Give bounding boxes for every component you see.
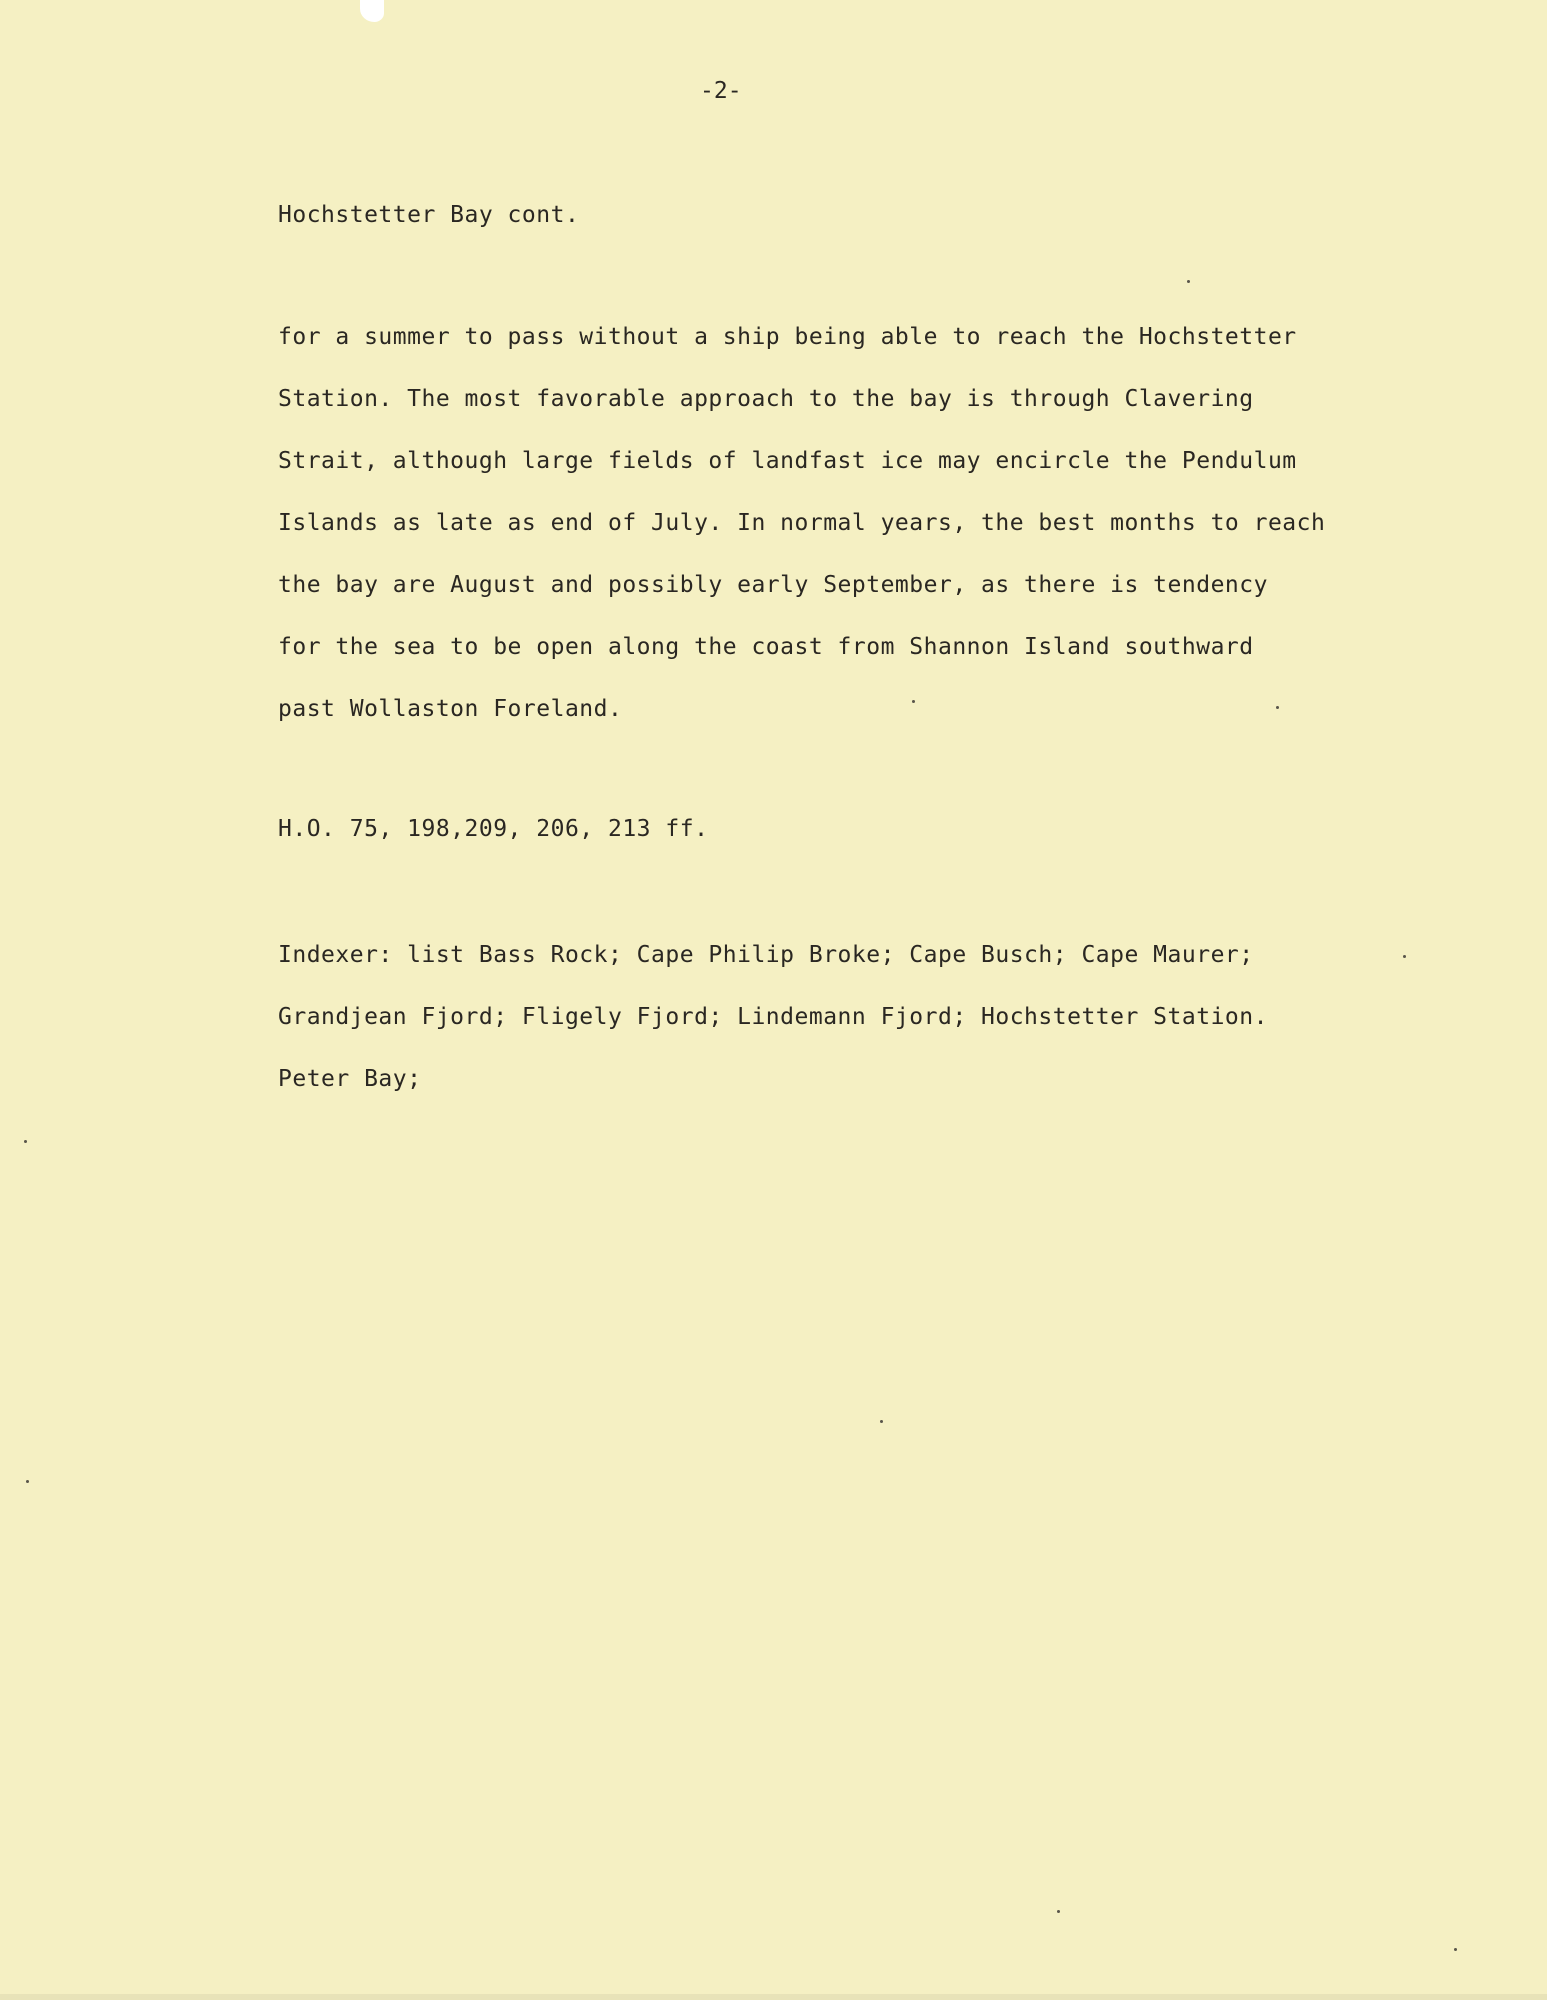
paper-bottom-edge	[0, 1994, 1547, 2000]
paper-tear	[360, 0, 384, 22]
paper-speck	[1276, 706, 1279, 709]
paper-speck	[880, 1420, 883, 1423]
body-line: Strait, although large fields of landfast ice may encircle the Pendulum	[278, 448, 1297, 474]
indexer-line: Grandjean Fjord; Fligely Fjord; Lindemann Fjord; Hochstetter Station.	[278, 1004, 1268, 1030]
paper-speck	[1454, 1948, 1457, 1951]
body-line: the bay are August and possibly early September, as there is tendency	[278, 572, 1268, 598]
indexer-line: Indexer: list Bass Rock; Cape Philip Broke; Cape Busch; Cape Maurer;	[278, 942, 1254, 968]
paper-speck	[1057, 1910, 1060, 1913]
page-number: -2-	[700, 78, 742, 104]
body-line: Station. The most favorable approach to the bay is through Clavering	[278, 386, 1254, 412]
indexer-line: Peter Bay;	[278, 1066, 422, 1092]
body-line: for the sea to be open along the coast from Shannon Island southward	[278, 634, 1254, 660]
paper-speck	[912, 700, 915, 703]
body-line: past Wollaston Foreland.	[278, 696, 623, 722]
paper-speck	[26, 1480, 29, 1483]
body-line: for a summer to pass without a ship being able to reach the Hochstetter	[278, 324, 1297, 350]
reference-line: H.O. 75, 198,209, 206, 213 ff.	[278, 816, 709, 842]
paper-speck	[1187, 280, 1190, 283]
section-heading: Hochstetter Bay cont.	[278, 202, 580, 228]
paper-speck	[1403, 955, 1406, 958]
body-line: Islands as late as end of July. In normal years, the best months to reach	[278, 510, 1326, 536]
paper-speck	[24, 1140, 27, 1143]
